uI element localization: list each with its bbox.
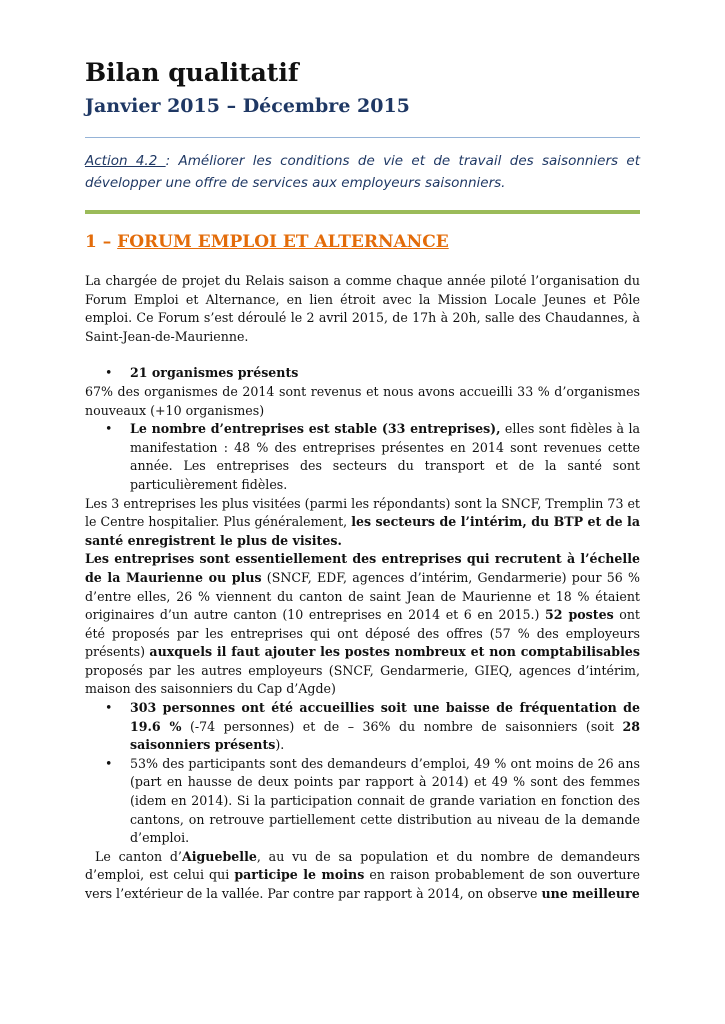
aiguebelle-bold-3: une meilleure: [541, 886, 640, 901]
bullet-participants: [85, 755, 640, 848]
visites-bold: les secteurs de l’intérim, du BTP et de la santé enregistrent le plus de visites.: [85, 514, 640, 548]
page-title: Bilan qualitatif: [85, 58, 299, 87]
action-divider: [85, 210, 640, 214]
section-title: FORUM EMPLOI ET ALTERNANCE: [117, 232, 449, 252]
bullet-personnes-text-1: (-74 personnes) et de – 36% du nombre de saisonniers (soit: [181, 718, 623, 734]
aiguebelle-paragraph: [85, 848, 640, 904]
bullet-personnes-bold-1: 303 personnes ont été accueillies soit une baisse de fréquentation de 19.6 %: [130, 700, 640, 734]
bullet-organismes-text: 21 organismes présents: [130, 365, 299, 381]
bullet-entreprises: [85, 420, 640, 494]
section-number: 1 –: [85, 232, 118, 252]
action-text: : Améliorer les conditions de vie et de travail des saisonniers et développer une offre de services aux employeurs saisonniers.: [85, 153, 640, 191]
bullet-icon: •: [105, 421, 113, 437]
entreprises-text-1: (SNCF, EDF, agences d’intérim, Gendarmerie) pour 56 % d’entre elles, 26 % viennent du canton de saint Jean de Maurienne et 18 % étaient originaires d’un autre canton (10 entreprises en 2014 et 6 en 2015.): [85, 569, 640, 623]
bullet-personnes: [85, 699, 640, 755]
aiguebelle-bold-1: Aiguebelle: [181, 848, 257, 864]
visites-paragraph: [85, 495, 640, 551]
aiguebelle-bold-2: participe le moins: [234, 867, 365, 883]
bullet-entreprises-text: elles sont fidèles à la manifestation : 48 % des entreprises présentes en 2014 sont revenues cette année. Les entreprises des secteurs du transport et de la santé sont particulièrement fidèles.: [130, 421, 640, 492]
organismes-paragraph: 67% des organismes de 2014 sont revenus et nous avons accueilli 33 % d’organismes nouveaux (+10 organismes): [85, 383, 640, 418]
entreprises-bold-1: Les entreprises sont essentiellement des entreprises qui recrutent à l’échelle de la Maurienne ou plus: [85, 551, 640, 585]
bullet-personnes-text-2: ).: [275, 737, 285, 753]
entreprises-paragraph: [85, 550, 640, 699]
action-label: Action 4.2: [85, 153, 166, 169]
entreprises-text-2: ont été proposés par les entreprises qui ont déposé des offres (57 % des employeurs présents): [85, 607, 640, 660]
title-divider: [85, 137, 640, 138]
aiguebelle-text-2: , au vu de sa population et du nombre de demandeurs d’emploi, est celui qui: [85, 848, 640, 883]
action-statement: [85, 150, 640, 194]
bullet-icon: •: [105, 755, 113, 771]
intro-paragraph: La chargée de projet du Relais saison a comme chaque année piloté l’organisation du Forum Emploi et Alternance, en lien étroit avec la Mission Locale Jeunes et Pôle emploi. Ce Forum s’est déroulé le 2 avril 2015, de 17h à 20h, salle des Chaudannes, à Saint-Jean-de-Maurienne.: [85, 273, 640, 344]
aiguebelle-text-1: Le canton d’: [95, 848, 182, 864]
bullet-icon: •: [105, 700, 113, 716]
page-subtitle: Janvier 2015 – Décembre 2015: [85, 95, 410, 117]
bullet-icon: •: [105, 365, 113, 381]
section-body: [85, 272, 640, 904]
aiguebelle-text-3: en raison probablement de son ouverture vers l’extérieur de la vallée. Par contre par rapport à 2014, on observe: [85, 867, 640, 901]
entreprises-bold-3: auxquels il faut ajouter les postes nombreux et non comptabilisables: [149, 644, 640, 660]
bullet-list-2: [85, 420, 640, 494]
section-heading: [85, 232, 449, 252]
bullet-entreprises-bold: Le nombre d’entreprises est stable (33 entreprises),: [130, 421, 501, 437]
entreprises-bold-2: 52 postes: [545, 607, 614, 623]
bullet-participants-text: 53% des participants sont des demandeurs d’emploi, 49 % ont moins de 26 ans (part en hausse de deux points par rapport à 2014) et 49 % sont des femmes (idem en 2014). Si la participation connait de grande variation en fonction des cantons, on retrouve partiellement cette distribution au niveau de la demande d’emploi.: [130, 755, 640, 846]
visites-text: Les 3 entreprises les plus visitées (parmi les répondants) sont la SNCF, Tremplin 73 et le Centre hospitalier. Plus généralement,: [85, 495, 640, 530]
entreprises-text-3: proposés par les autres employeurs (SNCF, Gendarmerie, GIEQ, agences d’intérim, maison des saisonniers du Cap d’Agde): [85, 662, 640, 697]
bullet-personnes-bold-2: 28 saisonniers présents: [130, 718, 640, 753]
bullet-list-1: [85, 364, 640, 383]
bullet-organismes: [85, 364, 640, 383]
bullet-list-3: [85, 699, 640, 848]
